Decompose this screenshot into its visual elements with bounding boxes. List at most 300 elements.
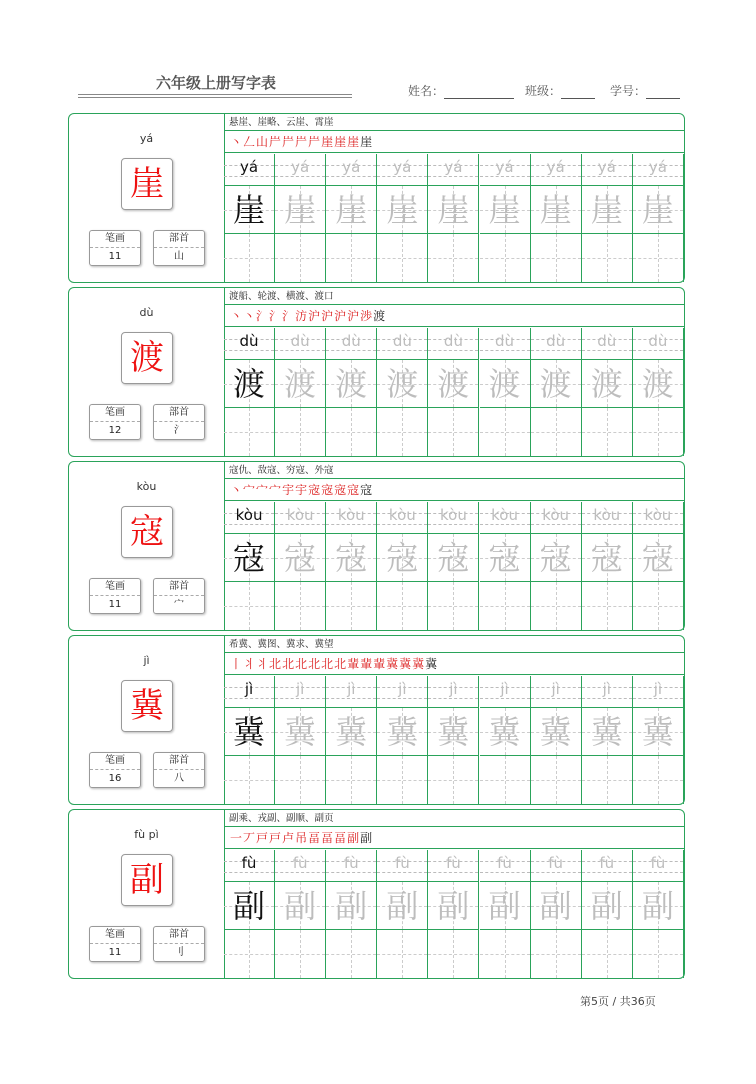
stroke-step: 寇 [347, 483, 361, 497]
character-trace: 渡 [641, 365, 674, 403]
pinyin-trace: yá [597, 158, 616, 176]
blank-practice-cell[interactable] [582, 234, 633, 282]
character-practice-cell[interactable] [582, 882, 633, 930]
character-practice-cell[interactable] [275, 186, 326, 234]
character-practice-cell[interactable] [531, 882, 582, 930]
pinyin-trace: kòu [491, 506, 518, 524]
stroke-step: 宀 [243, 483, 257, 497]
character-trace: 崖 [590, 191, 623, 229]
character-practice-cell[interactable] [531, 186, 582, 234]
character-practice-cell[interactable] [377, 534, 428, 582]
practice-grid [224, 114, 684, 282]
pinyin-practice-cell[interactable] [428, 502, 479, 534]
blank-practice-cell[interactable] [480, 582, 531, 630]
pinyin-trace: dù [290, 332, 310, 350]
pinyin-practice-cell[interactable] [326, 502, 377, 534]
character-practice-cell[interactable] [531, 360, 582, 408]
blank-practice-cell[interactable] [377, 930, 428, 978]
pinyin-trace: jì [347, 680, 356, 698]
stroke-step: 丶 [230, 483, 244, 497]
pinyin-trace: fù [394, 854, 410, 872]
radical-value: 八 [174, 773, 184, 784]
blank-practice-cell[interactable] [428, 582, 479, 630]
blank-practice-cell[interactable] [377, 234, 428, 282]
pinyin-practice-cell[interactable] [377, 676, 428, 708]
pinyin-practice-cell[interactable] [633, 850, 684, 882]
blank-practice-cell[interactable] [531, 408, 582, 456]
radical-box [153, 230, 205, 266]
radical-box [153, 404, 205, 440]
pinyin-trace: fù [446, 854, 461, 872]
blank-practice-cell[interactable] [633, 930, 684, 978]
pinyin-trace: jì [602, 680, 611, 698]
pinyin-trace: yá [240, 158, 259, 176]
stroke-step: 屵 [308, 135, 322, 149]
stroke-step: 崖 [321, 135, 335, 149]
blank-practice-cell[interactable] [326, 930, 377, 978]
example-words: 悬崖、崖略、云崖、霄崖 [224, 114, 684, 131]
pinyin-practice-cell[interactable] [224, 850, 275, 882]
pinyin-practice-cell[interactable] [326, 328, 377, 360]
blank-practice-cell[interactable] [326, 756, 377, 804]
pinyin-practice-cell[interactable] [531, 676, 582, 708]
stroke-step: 輩 [373, 657, 387, 671]
blank-practice-cell[interactable] [633, 756, 684, 804]
stroke-step: 宀 [269, 483, 283, 497]
stroke-step: 渡 [373, 309, 387, 323]
pinyin-practice-cell[interactable] [582, 154, 633, 186]
character-practice-cell[interactable] [428, 708, 479, 756]
radical-value: 宀 [174, 599, 184, 610]
character-trace: 寇 [386, 539, 419, 577]
character-practice-cell[interactable] [582, 708, 633, 756]
pinyin-practice-cell[interactable] [633, 328, 684, 360]
character-info-panel [69, 288, 225, 456]
character-info-panel [69, 462, 225, 630]
pinyin-practice-cell[interactable] [428, 154, 479, 186]
character-practice-cell[interactable] [377, 882, 428, 930]
character-practice-cell[interactable] [582, 534, 633, 582]
character-info-panel [69, 810, 225, 978]
character-practice-cell[interactable] [633, 882, 684, 930]
stroke-step: 氵 [269, 309, 283, 323]
stroke-step: 副 [360, 831, 374, 845]
stroke-step: 副 [347, 831, 361, 845]
pinyin-trace: yá [444, 158, 463, 176]
blank-practice-cell[interactable] [428, 756, 479, 804]
stroke-step: 卢 [282, 831, 296, 845]
blank-practice-cell[interactable] [275, 756, 326, 804]
stroke-step: 丶 [230, 309, 244, 323]
blank-practice-cell[interactable] [582, 930, 633, 978]
stroke-count-box [89, 404, 141, 440]
stroke-step: 𠃋 [243, 135, 257, 149]
stroke-step: 崖 [334, 135, 348, 149]
stroke-step: 渉 [360, 309, 374, 323]
stroke-step: 屵 [269, 135, 283, 149]
pinyin-trace: kòu [235, 506, 263, 524]
stroke-step: 丬 [243, 657, 257, 671]
pinyin-trace: yá [648, 158, 667, 176]
pinyin-practice-cell[interactable] [480, 850, 531, 882]
pinyin-trace: jì [500, 680, 509, 698]
character-practice-cell[interactable] [326, 882, 377, 930]
pinyin-practice-cell[interactable] [633, 154, 684, 186]
character-trace: 崖 [539, 191, 572, 229]
character-trace: 冀 [284, 713, 317, 751]
character-trace: 副 [437, 887, 470, 925]
stroke-step: 輩 [360, 657, 374, 671]
character-practice-cell[interactable] [480, 534, 531, 582]
blank-practice-cell[interactable] [428, 408, 479, 456]
pinyin-practice-cell[interactable] [275, 850, 326, 882]
stroke-count-box [89, 752, 141, 788]
stroke-step: 宼 [334, 483, 348, 497]
blank-practice-cell[interactable] [531, 582, 582, 630]
character-practice-cell[interactable] [531, 708, 582, 756]
stroke-step: 宼 [308, 483, 322, 497]
name-field[interactable] [408, 82, 514, 99]
pinyin-trace: fù [599, 854, 615, 872]
stroke-step: 北 [334, 657, 348, 671]
example-words: 渡船、轮渡、横渡、渡口 [224, 288, 684, 305]
character-card [68, 287, 685, 457]
blank-practice-cell[interactable] [633, 582, 684, 630]
character-practice-cell[interactable] [326, 534, 377, 582]
pinyin-practice-cell[interactable] [582, 850, 633, 882]
blank-practice-cell[interactable] [326, 408, 377, 456]
student-id-field[interactable] [610, 82, 680, 99]
pinyin-trace: kòu [286, 506, 314, 524]
blank-practice-cell[interactable] [224, 930, 275, 978]
pinyin-practice-cell[interactable] [275, 676, 326, 708]
stroke-count-value: 11 [108, 599, 122, 610]
pinyin-trace: kòu [542, 506, 570, 524]
stroke-step: 宇 [282, 483, 296, 497]
blank-practice-cell[interactable] [275, 408, 326, 456]
character-trace: 崖 [284, 191, 317, 229]
blank-practice-cell[interactable] [480, 234, 531, 282]
character-practice-cell[interactable] [377, 186, 428, 234]
character-trace: 崖 [386, 191, 419, 229]
character-trace: 渡 [335, 365, 368, 403]
character-trace: 副 [488, 887, 521, 925]
pinyin-trace: dù [597, 332, 617, 350]
pinyin-practice-cell[interactable] [531, 328, 582, 360]
radical-label: 部首 [154, 753, 204, 770]
blank-practice-cell[interactable] [377, 756, 428, 804]
title-underline [78, 94, 352, 95]
character-practice-cell[interactable] [275, 360, 326, 408]
pinyin-practice-cell[interactable] [224, 676, 275, 708]
character-card [68, 461, 685, 631]
character-practice-cell[interactable] [633, 534, 684, 582]
pinyin-practice-cell[interactable] [582, 502, 633, 534]
character-trace: 副 [284, 887, 317, 925]
character-trace: 崖 [233, 191, 266, 229]
blank-practice-cell[interactable] [275, 234, 326, 282]
pinyin-practice-cell[interactable] [531, 154, 582, 186]
character-trace: 崖 [641, 191, 674, 229]
page-number: 第5页 / 共36页 [580, 995, 656, 1008]
blank-practice-cell[interactable] [633, 234, 684, 282]
blank-practice-cell[interactable] [428, 930, 479, 978]
character-trace: 寇 [590, 539, 623, 577]
pinyin-practice-cell[interactable] [377, 850, 428, 882]
character-trace: 冀 [590, 713, 623, 751]
character-practice-cell[interactable] [377, 708, 428, 756]
pinyin-practice-cell[interactable] [531, 502, 582, 534]
pinyin-trace: jì [551, 680, 560, 698]
character-trace: 渡 [233, 365, 266, 403]
radical-label: 部首 [154, 579, 204, 596]
pinyin-practice-cell[interactable] [480, 154, 531, 186]
stroke-step: 冀 [386, 657, 400, 671]
character-trace: 副 [386, 887, 419, 925]
name-label: 姓名： [408, 84, 445, 98]
character-trace: 冀 [488, 713, 521, 751]
pinyin-trace: yá [291, 158, 310, 176]
blank-practice-cell[interactable] [224, 756, 275, 804]
pinyin-trace: yá [546, 158, 565, 176]
pinyin-trace: dù [546, 332, 566, 350]
pinyin-practice-cell[interactable] [377, 154, 428, 186]
character-pinyin: kòu [136, 480, 157, 493]
stroke-step: 宀 [256, 483, 270, 497]
character-display: 冀 [121, 680, 173, 732]
pinyin-practice-cell[interactable] [480, 328, 531, 360]
pinyin-practice-cell[interactable] [275, 154, 326, 186]
character-practice-cell[interactable] [224, 708, 275, 756]
blank-practice-cell[interactable] [582, 582, 633, 630]
pinyin-practice-cell[interactable] [633, 676, 684, 708]
stroke-step: 屵 [295, 135, 309, 149]
pinyin-trace: yá [393, 158, 412, 176]
character-trace: 渡 [539, 365, 572, 403]
character-trace: 冀 [539, 713, 572, 751]
pinyin-trace: dù [648, 332, 668, 350]
pinyin-practice-cell[interactable] [275, 502, 326, 534]
stroke-step: 北 [308, 657, 322, 671]
blank-practice-cell[interactable] [326, 582, 377, 630]
pinyin-practice-cell[interactable] [224, 328, 275, 360]
blank-practice-cell[interactable] [633, 408, 684, 456]
stroke-step: 丶 [230, 135, 244, 149]
pinyin-trace: fù [548, 854, 564, 872]
pinyin-practice-cell[interactable] [480, 676, 531, 708]
character-practice-cell[interactable] [531, 534, 582, 582]
character-trace: 副 [590, 887, 623, 925]
stroke-step: 沪 [347, 309, 361, 323]
pinyin-trace: dù [443, 332, 463, 350]
pinyin-practice-cell[interactable] [428, 328, 479, 360]
character-practice-cell[interactable] [224, 186, 275, 234]
pinyin-practice-cell[interactable] [326, 676, 377, 708]
blank-practice-cell[interactable] [480, 930, 531, 978]
pinyin-trace: dù [341, 332, 361, 350]
stroke-count-label: 笔画 [90, 927, 140, 944]
blank-practice-cell[interactable] [582, 408, 633, 456]
stroke-step: 汸 [295, 309, 309, 323]
character-practice-cell[interactable] [275, 708, 326, 756]
character-trace: 渡 [386, 365, 419, 403]
character-trace: 冀 [233, 713, 266, 751]
character-practice-cell[interactable] [428, 360, 479, 408]
character-pinyin: dù [139, 306, 154, 319]
pinyin-practice-cell[interactable] [531, 850, 582, 882]
pinyin-practice-cell[interactable] [633, 502, 684, 534]
pinyin-practice-cell[interactable] [326, 850, 377, 882]
stroke-step: 丬 [256, 657, 270, 671]
stroke-count-label: 笔画 [90, 753, 140, 770]
blank-practice-cell[interactable] [377, 582, 428, 630]
practice-grid [224, 810, 684, 978]
character-trace: 冀 [335, 713, 368, 751]
stroke-step: 宇 [295, 483, 309, 497]
stroke-order [224, 305, 684, 327]
pinyin-trace: kòu [388, 506, 416, 524]
character-practice-cell[interactable] [428, 186, 479, 234]
pinyin-practice-cell[interactable] [480, 502, 531, 534]
class-field[interactable] [525, 82, 595, 99]
character-practice-cell[interactable] [275, 534, 326, 582]
practice-grid [224, 288, 684, 456]
stroke-count-label: 笔画 [90, 579, 140, 596]
pinyin-practice-cell[interactable] [224, 502, 275, 534]
character-practice-cell[interactable] [224, 534, 275, 582]
character-trace: 寇 [233, 539, 266, 577]
stroke-step: 冀 [399, 657, 413, 671]
character-practice-cell[interactable] [480, 186, 531, 234]
pinyin-practice-cell[interactable] [275, 328, 326, 360]
character-trace: 冀 [437, 713, 470, 751]
stroke-step: 沪 [308, 309, 322, 323]
character-trace: 寇 [539, 539, 572, 577]
stroke-step: 山 [256, 135, 270, 149]
character-practice-cell[interactable] [633, 360, 684, 408]
practice-grid [224, 636, 684, 804]
character-info-panel [69, 636, 225, 804]
character-trace: 渡 [590, 365, 623, 403]
blank-practice-cell[interactable] [531, 756, 582, 804]
character-practice-cell[interactable] [326, 360, 377, 408]
blank-practice-cell[interactable] [480, 408, 531, 456]
radical-box [153, 578, 205, 614]
pinyin-trace: fù [497, 854, 512, 872]
character-practice-cell[interactable] [582, 186, 633, 234]
pinyin-trace: kòu [593, 506, 621, 524]
character-info-panel [69, 114, 225, 282]
character-practice-cell[interactable] [326, 186, 377, 234]
blank-practice-cell[interactable] [275, 582, 326, 630]
pinyin-trace: kòu [337, 506, 365, 524]
blank-practice-cell[interactable] [480, 756, 531, 804]
blank-practice-cell[interactable] [224, 234, 275, 282]
pinyin-practice-cell[interactable] [428, 850, 479, 882]
pinyin-practice-cell[interactable] [428, 676, 479, 708]
blank-practice-cell[interactable] [326, 234, 377, 282]
practice-grid [224, 462, 684, 630]
character-practice-cell[interactable] [224, 360, 275, 408]
character-display: 寇 [121, 506, 173, 558]
character-practice-cell[interactable] [428, 882, 479, 930]
character-trace: 崖 [335, 191, 368, 229]
blank-practice-cell[interactable] [582, 756, 633, 804]
pinyin-trace: jì [449, 680, 458, 698]
character-practice-cell[interactable] [326, 708, 377, 756]
character-card [68, 113, 685, 283]
blank-practice-cell[interactable] [224, 582, 275, 630]
pinyin-practice-cell[interactable] [326, 154, 377, 186]
stroke-step: 沪 [321, 309, 335, 323]
character-trace: 寇 [488, 539, 521, 577]
radical-box [153, 752, 205, 788]
character-practice-cell[interactable] [582, 360, 633, 408]
stroke-step: 北 [282, 657, 296, 671]
blank-practice-cell[interactable] [224, 408, 275, 456]
example-words: 副乘、戎副、副顺、副页 [224, 810, 684, 827]
blank-practice-cell[interactable] [428, 234, 479, 282]
radical-value: 氵 [174, 425, 184, 436]
stroke-count-box [89, 926, 141, 962]
character-card [68, 635, 685, 805]
pinyin-practice-cell[interactable] [377, 328, 428, 360]
pinyin-trace: fù [343, 854, 359, 872]
character-practice-cell[interactable] [633, 186, 684, 234]
character-trace: 副 [641, 887, 674, 925]
blank-practice-cell[interactable] [275, 930, 326, 978]
stroke-step: 寇 [360, 483, 374, 497]
stroke-step: 畐 [308, 831, 322, 845]
character-practice-cell[interactable] [224, 882, 275, 930]
character-practice-cell[interactable] [480, 882, 531, 930]
character-practice-cell[interactable] [377, 360, 428, 408]
character-card [68, 809, 685, 979]
stroke-step: 屵 [282, 135, 296, 149]
stroke-step: 氵 [256, 309, 270, 323]
stroke-step: 戸 [256, 831, 270, 845]
stroke-order [224, 827, 684, 849]
character-practice-cell[interactable] [480, 708, 531, 756]
blank-practice-cell[interactable] [531, 930, 582, 978]
stroke-step: 一 [230, 831, 244, 845]
blank-practice-cell[interactable] [531, 234, 582, 282]
pinyin-trace: dù [239, 332, 259, 350]
pinyin-practice-cell[interactable] [224, 154, 275, 186]
stroke-order [224, 653, 684, 675]
character-practice-cell[interactable] [633, 708, 684, 756]
title-underline-2 [78, 97, 352, 98]
stroke-step: 冀 [425, 657, 439, 671]
stroke-step: 冀 [412, 657, 426, 671]
worksheet-title: 六年级上册写字表 [155, 74, 276, 92]
character-practice-cell[interactable] [480, 360, 531, 408]
stroke-step: 輩 [347, 657, 361, 671]
radical-value: 刂 [174, 947, 184, 958]
example-words: 寇仇、敌寇、穷寇、外寇 [224, 462, 684, 479]
character-trace: 副 [233, 887, 266, 925]
pinyin-practice-cell[interactable] [582, 676, 633, 708]
pinyin-practice-cell[interactable] [582, 328, 633, 360]
stroke-count-label: 笔画 [90, 231, 140, 248]
character-trace: 寇 [335, 539, 368, 577]
stroke-step: 氵 [282, 309, 296, 323]
character-practice-cell[interactable] [428, 534, 479, 582]
stroke-step: 崖 [347, 135, 361, 149]
pinyin-practice-cell[interactable] [377, 502, 428, 534]
character-practice-cell[interactable] [275, 882, 326, 930]
blank-practice-cell[interactable] [377, 408, 428, 456]
